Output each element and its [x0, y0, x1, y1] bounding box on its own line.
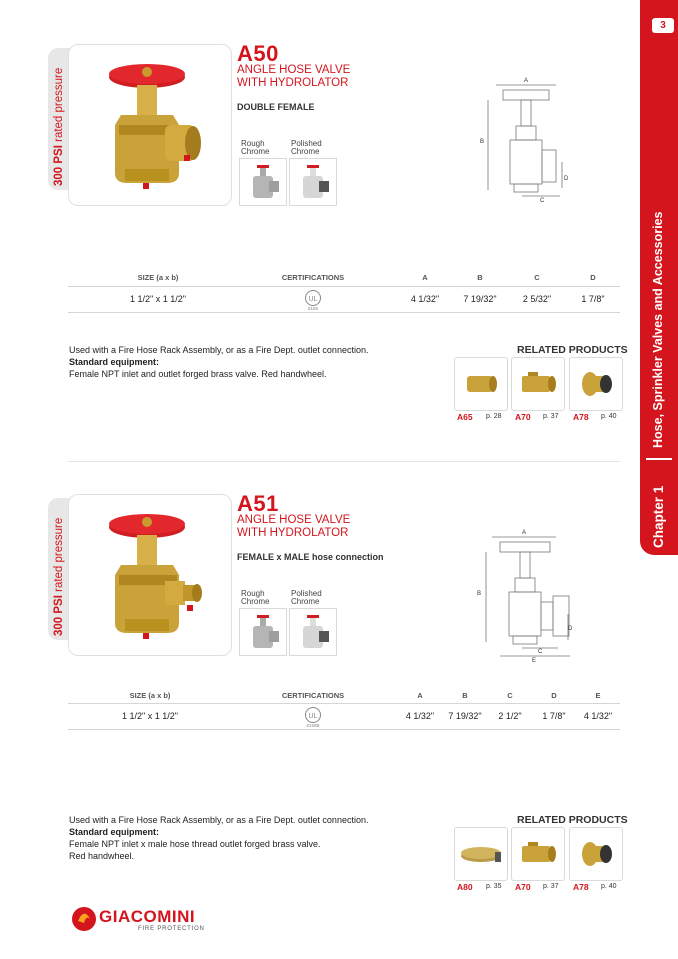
chapter-divider	[646, 458, 672, 460]
table-header-e: E	[595, 691, 601, 700]
related-product-a65[interactable]	[454, 357, 508, 411]
table-cell-d: 1 7/8"	[581, 294, 605, 304]
related-code[interactable]: A80	[457, 882, 473, 892]
table-header-b: B	[477, 273, 483, 282]
table-header-c: C	[534, 273, 540, 282]
logo-name: GIACOMINI	[99, 907, 196, 926]
finish-label-polished: Polished Chrome	[291, 589, 322, 606]
page-number: 3	[652, 18, 674, 33]
related-code[interactable]: A65	[457, 412, 473, 422]
svg-text:A: A	[524, 78, 529, 84]
finish-swatch-rough[interactable]	[239, 608, 287, 656]
dimension-drawing	[470, 522, 580, 664]
related-product-a70[interactable]	[511, 827, 565, 881]
table-header-certifications: CERTIFICATIONS	[281, 691, 345, 700]
giacomini-logo-icon	[70, 905, 98, 933]
table-cell-b: 7 19/32"	[463, 294, 497, 304]
finish-label-rough: Rough Chrome	[241, 139, 270, 156]
product-title-line1: ANGLE HOSE VALVE	[237, 64, 351, 76]
table-cell-d: 1 7/8"	[542, 711, 566, 721]
valve-image	[69, 45, 231, 205]
table-header-size: SIZE (a x b)	[137, 273, 179, 282]
table-cell-a: 4 1/32"	[405, 711, 435, 721]
finish-label-polished: Polished Chrome	[291, 139, 322, 156]
pressure-rating: 300 PSI rated pressure	[53, 67, 65, 186]
related-products-header: RELATED PRODUCTS	[517, 814, 628, 826]
finish-label-rough: Rough Chrome	[241, 589, 270, 606]
logo-tagline: FIRE PROTECTION	[138, 926, 205, 932]
section-title: Hose, Sprinkler Valves and Accessories	[651, 211, 665, 448]
section-separator	[68, 461, 620, 462]
cert-number: 6188	[307, 306, 318, 311]
product-title-line2: WITH HYDROLATOR	[237, 77, 349, 89]
svg-text:C: C	[540, 198, 545, 204]
svg-text:E: E	[532, 658, 537, 664]
product-title-line2: WITH HYDROLATOR	[237, 527, 349, 539]
related-page: p. 37	[543, 413, 559, 420]
product-code: A51	[237, 491, 279, 516]
table-cell-size: 1 1/2" x 1 1/2"	[130, 294, 186, 304]
table-rule	[68, 312, 620, 313]
table-rule	[68, 703, 620, 704]
related-product-a78[interactable]	[569, 827, 623, 881]
product-code: A50	[237, 41, 279, 66]
related-page: p. 35	[486, 883, 502, 890]
svg-text:D: D	[568, 626, 573, 632]
table-rule	[68, 286, 620, 287]
table-header-d: D	[551, 691, 557, 700]
table-header-a: A	[422, 273, 428, 282]
pressure-rating: 300 PSI rated pressure	[53, 517, 65, 636]
chapter-label: Chapter 1	[651, 485, 666, 548]
product-title-line1: ANGLE HOSE VALVE	[237, 514, 351, 526]
related-page: p. 40	[601, 883, 617, 890]
table-cell-c: 2 5/32"	[522, 294, 552, 304]
cert-number: 6158B	[306, 723, 320, 728]
table-header-d: D	[590, 273, 596, 282]
finish-swatch-polished[interactable]	[289, 158, 337, 206]
svg-text:UL: UL	[308, 296, 318, 303]
table-cell-e: 4 1/32"	[583, 711, 613, 721]
svg-text:B: B	[480, 139, 485, 145]
dimension-drawing	[470, 70, 580, 205]
svg-text:B: B	[477, 591, 482, 597]
product-subtitle: FEMALE x MALE hose connection	[237, 552, 384, 562]
table-cell-a: 4 1/32"	[410, 294, 440, 304]
related-code[interactable]: A78	[573, 412, 589, 422]
related-page: p. 28	[486, 413, 502, 420]
product-description: Used with a Fire Hose Rack Assembly, or as a Fire Dept. outlet connection. Standard equipment: Female NPT inlet x male hose thread outlet forged brass valve. Red handwheel.	[69, 815, 369, 861]
related-product-a78[interactable]	[569, 357, 623, 411]
svg-text:D: D	[564, 176, 569, 182]
table-header-a: A	[417, 691, 423, 700]
product-photo-box	[68, 494, 232, 656]
product-photo-box	[68, 44, 232, 206]
table-rule	[68, 729, 620, 730]
related-page: p. 37	[543, 883, 559, 890]
table-cell-b: 7 19/32"	[448, 711, 482, 721]
table-header-size: SIZE (a x b)	[129, 691, 171, 700]
related-page: p. 40	[601, 413, 617, 420]
table-header-c: C	[507, 691, 513, 700]
related-code[interactable]: A78	[573, 882, 589, 892]
valve-image	[69, 495, 231, 655]
table-header-b: B	[462, 691, 468, 700]
svg-text:UL: UL	[308, 713, 318, 720]
related-products-header: RELATED PRODUCTS	[517, 344, 628, 356]
related-code[interactable]: A70	[515, 882, 531, 892]
product-description: Used with a Fire Hose Rack Assembly, or as a Fire Dept. outlet connection. Standard equipment: Female NPT inlet and outlet forged brass valve. Red handwheel.	[69, 345, 369, 379]
svg-text:C: C	[538, 649, 543, 655]
related-product-a70[interactable]	[511, 357, 565, 411]
table-header-certifications: CERTIFICATIONS	[281, 273, 345, 282]
product-subtitle: DOUBLE FEMALE	[237, 102, 315, 112]
related-product-a80[interactable]	[454, 827, 508, 881]
table-cell-size: 1 1/2" x 1 1/2"	[122, 711, 178, 721]
finish-swatch-rough[interactable]	[239, 158, 287, 206]
table-cell-c: 2 1/2"	[498, 711, 522, 721]
related-code[interactable]: A70	[515, 412, 531, 422]
svg-text:A: A	[522, 530, 527, 536]
finish-swatch-polished[interactable]	[289, 608, 337, 656]
